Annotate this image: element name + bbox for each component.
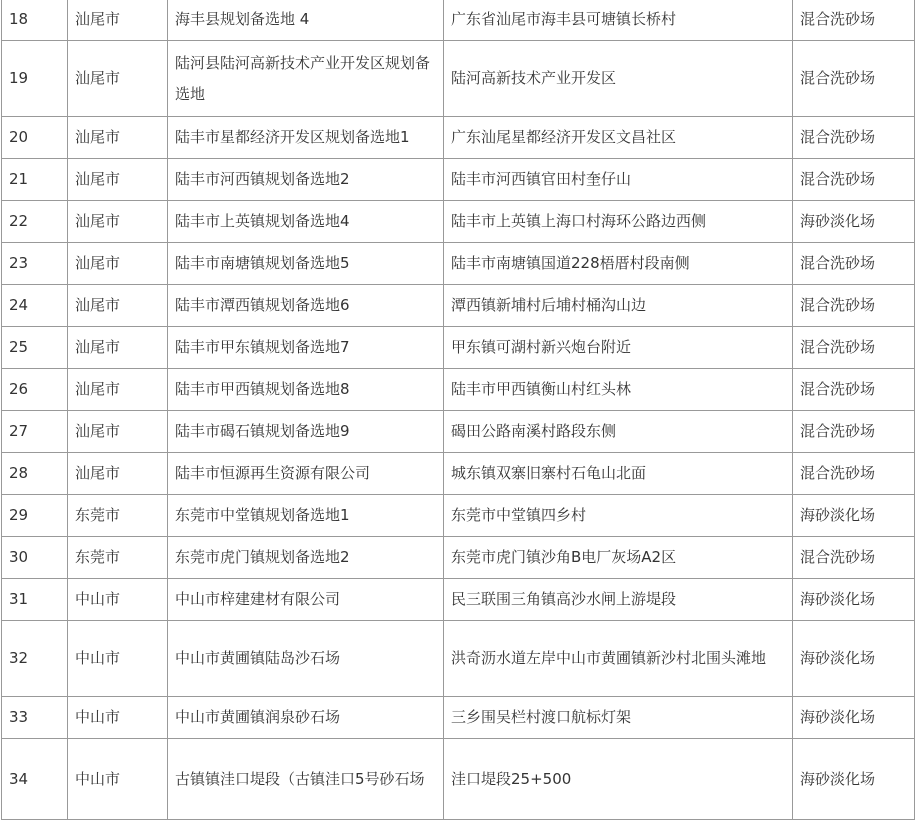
location-cell: 陆丰市甲西镇衡山村红头林 (444, 369, 793, 411)
site-name-cell: 陆丰市潭西镇规划备选地6 (168, 285, 444, 327)
site-table (1, 0, 915, 820)
table-row (2, 411, 915, 453)
site-name-cell: 陆丰市碣石镇规划备选地9 (168, 411, 444, 453)
table-row (2, 327, 915, 369)
location-cell: 陆河高新技术产业开发区 (444, 41, 793, 117)
row-number-cell: 34 (2, 739, 68, 820)
row-number-cell: 26 (2, 369, 68, 411)
table-row (2, 201, 915, 243)
site-name-cell: 陆丰市星都经济开发区规划备选地1 (168, 117, 444, 159)
location-cell: 三乡围吴栏村渡口航标灯架 (444, 697, 793, 739)
site-type-cell: 混合洗砂场 (793, 327, 915, 369)
location-cell: 洼口堤段25+500 (444, 739, 793, 820)
row-number-cell: 25 (2, 327, 68, 369)
site-name-cell: 中山市黄圃镇陆岛沙石场 (168, 621, 444, 697)
row-number-cell: 19 (2, 41, 68, 117)
site-name-cell: 东莞市中堂镇规划备选地1 (168, 495, 444, 537)
location-cell: 陆丰市河西镇官田村奎仔山 (444, 159, 793, 201)
row-number-cell: 30 (2, 537, 68, 579)
city-cell: 东莞市 (68, 537, 168, 579)
city-cell: 汕尾市 (68, 0, 168, 41)
row-number-cell: 18 (2, 0, 68, 41)
city-cell: 汕尾市 (68, 327, 168, 369)
site-type-cell: 混合洗砂场 (793, 243, 915, 285)
row-number-cell: 29 (2, 495, 68, 537)
location-cell: 东莞市虎门镇沙角B电厂灰场A2区 (444, 537, 793, 579)
site-name-cell: 陆丰市恒源再生资源有限公司 (168, 453, 444, 495)
row-number-cell: 27 (2, 411, 68, 453)
location-cell: 民三联围三角镇高沙水闸上游堤段 (444, 579, 793, 621)
location-cell: 广东省汕尾市海丰县可塘镇长桥村 (444, 0, 793, 41)
row-number-cell: 31 (2, 579, 68, 621)
table-row (2, 369, 915, 411)
table-row (2, 41, 915, 117)
table-row (2, 621, 915, 697)
site-name-cell: 陆丰市南塘镇规划备选地5 (168, 243, 444, 285)
site-type-cell: 混合洗砂场 (793, 537, 915, 579)
location-cell: 陆丰市南塘镇国道228梧厝村段南侧 (444, 243, 793, 285)
city-cell: 中山市 (68, 579, 168, 621)
city-cell: 中山市 (68, 621, 168, 697)
site-name-cell: 陆河县陆河高新技术产业开发区规划备选地 (168, 41, 444, 117)
site-type-cell: 混合洗砂场 (793, 159, 915, 201)
city-cell: 汕尾市 (68, 411, 168, 453)
site-type-cell: 混合洗砂场 (793, 369, 915, 411)
site-table-body (2, 0, 915, 820)
site-name-cell: 陆丰市甲东镇规划备选地7 (168, 327, 444, 369)
city-cell: 中山市 (68, 739, 168, 820)
table-row (2, 243, 915, 285)
site-name-cell: 陆丰市上英镇规划备选地4 (168, 201, 444, 243)
site-name-cell: 中山市黄圃镇润泉砂石场 (168, 697, 444, 739)
row-number-cell: 33 (2, 697, 68, 739)
city-cell: 中山市 (68, 697, 168, 739)
table-row (2, 117, 915, 159)
site-type-cell: 海砂淡化场 (793, 579, 915, 621)
row-number-cell: 21 (2, 159, 68, 201)
city-cell: 东莞市 (68, 495, 168, 537)
site-type-cell: 混合洗砂场 (793, 411, 915, 453)
location-cell: 城东镇双寨旧寨村石龟山北面 (444, 453, 793, 495)
city-cell: 汕尾市 (68, 369, 168, 411)
city-cell: 汕尾市 (68, 117, 168, 159)
row-number-cell: 28 (2, 453, 68, 495)
city-cell: 汕尾市 (68, 41, 168, 117)
site-type-cell: 海砂淡化场 (793, 621, 915, 697)
table-row (2, 159, 915, 201)
site-type-cell: 海砂淡化场 (793, 201, 915, 243)
city-cell: 汕尾市 (68, 159, 168, 201)
site-name-cell: 古镇镇洼口堤段（古镇洼口5号砂石场 (168, 739, 444, 820)
table-row (2, 739, 915, 820)
location-cell: 广东汕尾星都经济开发区文昌社区 (444, 117, 793, 159)
location-cell: 甲东镇可湖村新兴炮台附近 (444, 327, 793, 369)
site-type-cell: 混合洗砂场 (793, 0, 915, 41)
table-row (2, 0, 915, 41)
row-number-cell: 24 (2, 285, 68, 327)
table-row (2, 285, 915, 327)
table-row (2, 453, 915, 495)
site-name-cell: 海丰县规划备选地 4 (168, 0, 444, 41)
location-cell: 碣田公路南溪村路段东侧 (444, 411, 793, 453)
site-type-cell: 海砂淡化场 (793, 697, 915, 739)
site-type-cell: 海砂淡化场 (793, 739, 915, 820)
city-cell: 汕尾市 (68, 201, 168, 243)
site-name-cell: 陆丰市甲西镇规划备选地8 (168, 369, 444, 411)
city-cell: 汕尾市 (68, 243, 168, 285)
row-number-cell: 23 (2, 243, 68, 285)
city-cell: 汕尾市 (68, 285, 168, 327)
site-name-cell: 中山市梓建建材有限公司 (168, 579, 444, 621)
location-cell: 陆丰市上英镇上海口村海环公路边西侧 (444, 201, 793, 243)
table-row (2, 579, 915, 621)
site-type-cell: 混合洗砂场 (793, 117, 915, 159)
site-type-cell: 混合洗砂场 (793, 41, 915, 117)
table-row (2, 495, 915, 537)
row-number-cell: 32 (2, 621, 68, 697)
location-cell: 东莞市中堂镇四乡村 (444, 495, 793, 537)
site-type-cell: 混合洗砂场 (793, 285, 915, 327)
location-cell: 洪奇沥水道左岸中山市黄圃镇新沙村北围头滩地 (444, 621, 793, 697)
location-cell: 潭西镇新埔村后埔村桶沟山边 (444, 285, 793, 327)
table-row (2, 537, 915, 579)
city-cell: 汕尾市 (68, 453, 168, 495)
table-row (2, 697, 915, 739)
site-name-cell: 陆丰市河西镇规划备选地2 (168, 159, 444, 201)
site-type-cell: 混合洗砂场 (793, 453, 915, 495)
row-number-cell: 20 (2, 117, 68, 159)
row-number-cell: 22 (2, 201, 68, 243)
site-name-cell: 东莞市虎门镇规划备选地2 (168, 537, 444, 579)
site-type-cell: 海砂淡化场 (793, 495, 915, 537)
